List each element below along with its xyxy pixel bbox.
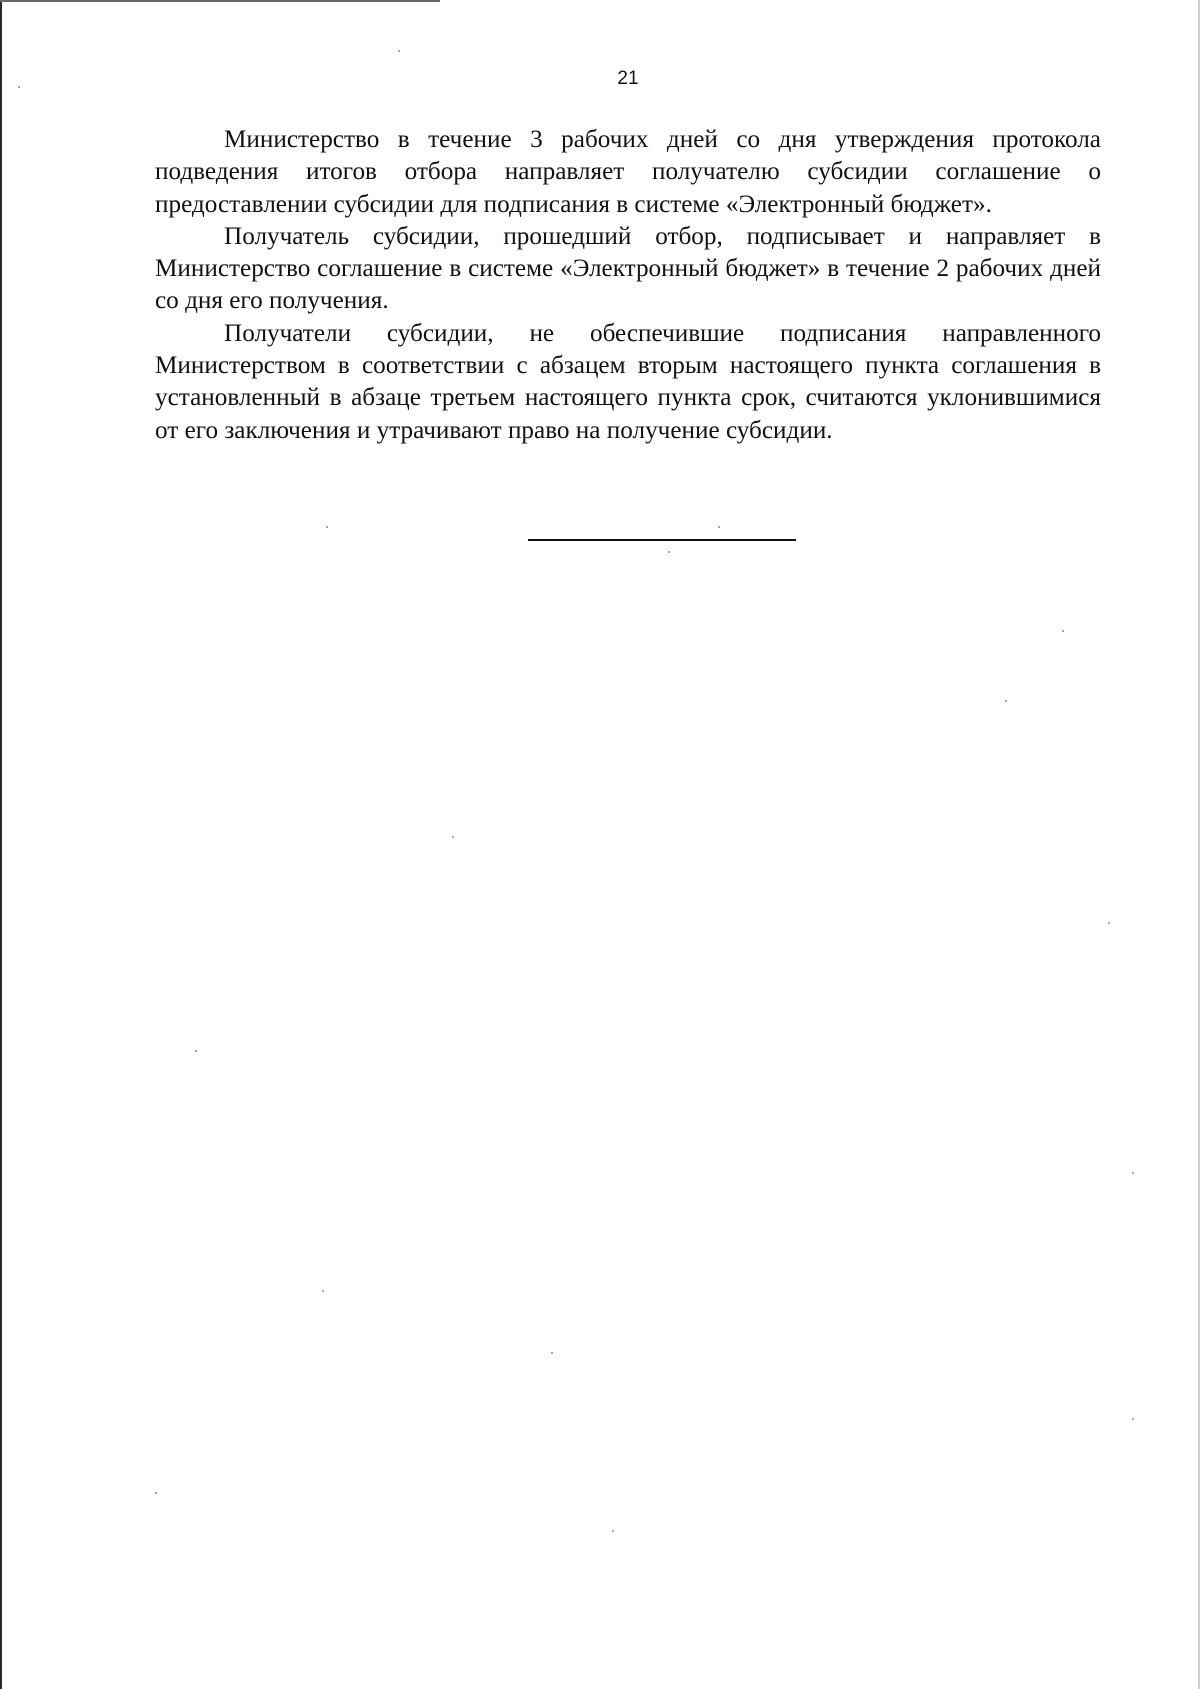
scan-speck xyxy=(1005,700,1007,702)
scan-speck xyxy=(612,1530,614,1532)
scan-speck xyxy=(322,1290,324,1292)
scan-speck xyxy=(398,50,400,52)
scan-speck xyxy=(718,526,720,528)
scan-speck xyxy=(18,86,20,88)
scan-speck xyxy=(452,836,454,838)
scan-edge-top xyxy=(0,0,440,2)
body-text xyxy=(155,124,1101,447)
page-number: 21 xyxy=(617,68,639,89)
paragraph-1: Министерство в течение 3 рабочих дней со дня утверждения протокола подведения итогов отбора направляет получателю субсидии соглашение о предоставлении субсидии для подписания в системе «Электронный бюджет». xyxy=(155,126,1101,218)
end-of-text-rule xyxy=(528,539,796,541)
scan-speck xyxy=(326,526,328,528)
scan-speck xyxy=(1108,922,1110,924)
scan-speck xyxy=(195,1050,197,1052)
scan-speck xyxy=(1062,630,1064,632)
scan-speck xyxy=(668,551,670,553)
scan-edge-left xyxy=(0,0,2,1689)
paragraph-3: Получатели субсидии, не обеспечившие подписания направленного Министерством в соответствии с абзацем вторым настоящего пункта соглашения в установленный в абзаце третьем настоящего пункта срок, считаются уклонившимися от его заключения и утрачивают право на получение субсидии. xyxy=(155,319,1101,444)
scan-speck xyxy=(1132,1172,1134,1174)
scan-speck xyxy=(155,1492,157,1494)
scan-speck xyxy=(551,1352,553,1354)
scan-speck xyxy=(1132,1418,1134,1420)
paragraph-2: Получатель субсидии, прошедший отбор, подписывает и направляет в Министерство соглашение в системе «Электронный бюджет» в течение 2 рабочих дней со дня его получения. xyxy=(155,222,1101,315)
